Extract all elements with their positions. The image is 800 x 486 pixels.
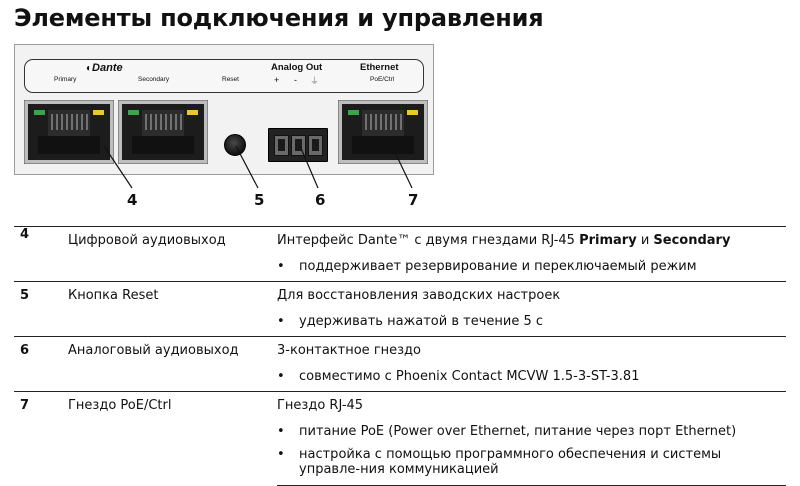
- callout-number-4: 4: [127, 191, 138, 209]
- table-row: [14, 227, 786, 256]
- list-item: • поддерживает резервирование и переключаемый режим: [277, 259, 697, 274]
- analog-plus-label: +: [274, 75, 280, 85]
- connector-pin: [291, 135, 306, 156]
- reset-label: Reset: [222, 76, 239, 83]
- callout-number-7: 7: [408, 191, 419, 209]
- callout-number-5: 5: [254, 191, 265, 209]
- table-row: [14, 282, 786, 311]
- poe-ctrl-label: PoE/Ctrl: [370, 76, 395, 83]
- row-title: Цифровой аудиовыход: [68, 227, 277, 282]
- list-item: • совместимо с Phoenix Contact MCVW 1.5-3-ST-3.81: [277, 369, 640, 384]
- row-title: Гнездо PoE/Ctrl: [68, 392, 277, 486]
- row-number: 4: [14, 227, 68, 282]
- callout-number-6: 6: [315, 191, 326, 209]
- connections-table: [14, 226, 786, 486]
- row-title: Кнопка Reset: [68, 282, 277, 337]
- list-item: • питание PoE (Power over Ethernet, питание через порт Ethernet): [277, 424, 737, 439]
- rj45-secondary-port: [118, 100, 208, 164]
- ethernet-label: Ethernet: [360, 62, 399, 73]
- list-item: • удерживать нажатой в течение 5 с: [277, 314, 544, 329]
- connector-pin: [274, 135, 289, 156]
- table-row: [14, 392, 786, 421]
- phoenix-connector: [268, 128, 328, 162]
- rj45-primary-port: [24, 100, 114, 164]
- dante-logo: ◐Dante: [86, 62, 123, 74]
- row-number: 5: [14, 282, 68, 337]
- row-description: Интерфейс Dante™ с двумя гнездами RJ-45 Primary и Secondary: [277, 227, 786, 256]
- connector-pin: [308, 135, 323, 156]
- reset-button-illustration: [224, 134, 246, 156]
- row-description: 3-контактное гнездо: [277, 337, 786, 366]
- analog-minus-label: -: [294, 75, 297, 85]
- rj45-ethernet-port: [338, 100, 428, 164]
- page-title: Элементы подключения и управления: [14, 4, 544, 32]
- secondary-label: Secondary: [138, 76, 170, 83]
- ground-icon: ⏚: [310, 76, 320, 86]
- primary-label: Primary: [54, 76, 77, 83]
- analog-out-label: Analog Out: [271, 62, 323, 73]
- table-row: [14, 337, 786, 366]
- row-title: Аналоговый аудиовыход: [68, 337, 277, 392]
- row-number: 6: [14, 337, 68, 392]
- list-item: • настройка с помощью программного обеспечения и системы управле-ния коммуникацией: [277, 447, 722, 477]
- row-description: Для восстановления заводских настроек: [277, 282, 786, 311]
- row-number: 7: [14, 392, 68, 486]
- row-description: Гнездо RJ-45: [277, 392, 786, 421]
